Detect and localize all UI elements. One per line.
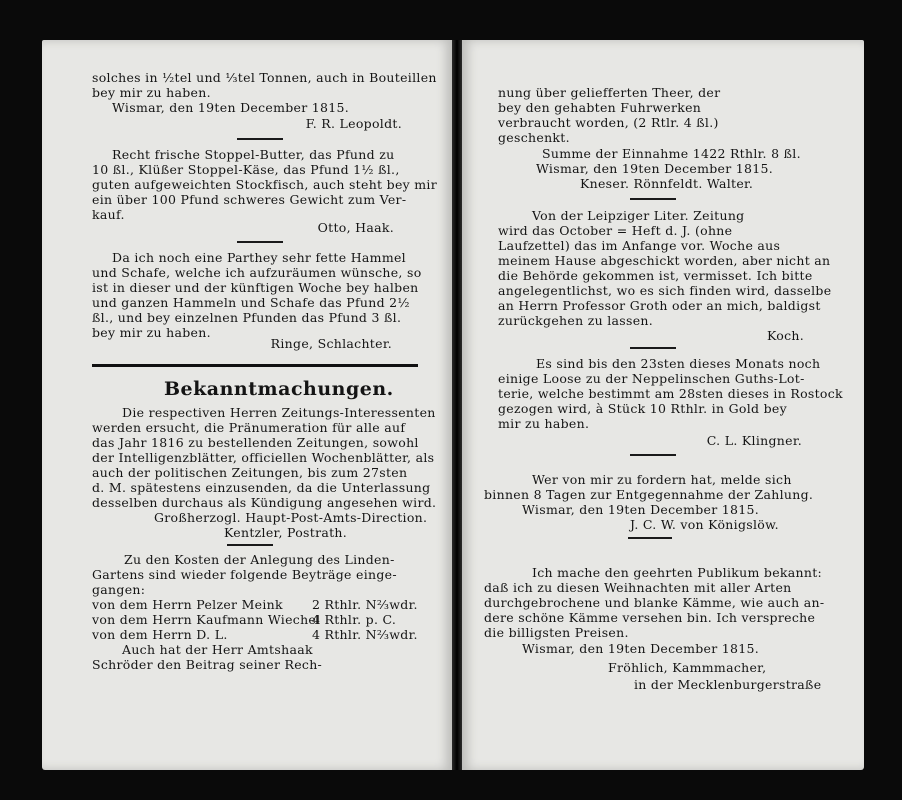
signature: F. R. Leopoldt. — [305, 116, 402, 131]
section-divider — [630, 347, 676, 349]
table-row-label: von dem Herrn D. L. — [92, 627, 228, 642]
text-line: Wismar, den 19ten December 1815. — [522, 641, 760, 656]
text-line: d. M. spätestens einzusenden, da die Unterlassung — [92, 480, 431, 495]
section-divider — [630, 454, 676, 456]
left-page — [42, 40, 452, 770]
text-line: verbraucht worden, (2 Rtlr. 4 ßl.) — [498, 115, 719, 130]
text-line: das Jahr 1816 zu bestellenden Zeitungen, sowohl — [92, 435, 419, 450]
text-line: Die respectiven Herren Zeitungs-Interessenten — [122, 405, 436, 420]
text-line: Wer von mir zu fordern hat, melde sich — [532, 472, 792, 487]
left-page-text — [42, 40, 452, 770]
signature: Koch. — [766, 328, 804, 343]
section-rule — [92, 364, 418, 367]
table-row-value: 4 Rthlr. N⅔wdr. — [312, 627, 418, 642]
signature: Kentzler, Postrath. — [224, 525, 348, 540]
text-line: Auch hat der Herr Amtshaak — [122, 642, 313, 657]
text-line: wird das October = Heft d. J. (ohne — [498, 223, 733, 238]
text-line: daß ich zu diesen Weihnachten mit aller Arten — [484, 580, 792, 595]
table-row-label: von dem Herrn Kaufmann Wiechel — [92, 612, 321, 627]
text-line: Recht frische Stoppel-Butter, das Pfund zu — [112, 147, 395, 162]
text-line: Zu den Kosten der Anlegung des Linden- — [124, 552, 395, 567]
signature: in der Mecklenburgerstraße — [634, 677, 822, 692]
signature: Otto, Haak. — [317, 220, 394, 235]
section-divider — [237, 138, 283, 140]
signature: Kneser. Rönnfeldt. Walter. — [580, 176, 754, 191]
right-page-text — [462, 40, 864, 770]
text-line: der Intelligenzblätter, officiellen Wochenblätter, als — [92, 450, 435, 465]
text-line: kauf. — [92, 207, 125, 222]
text-line: angelegentlichst, wo es sich finden wird, dasselbe — [498, 283, 832, 298]
text-line: solches in ½tel und ⅓tel Tonnen, auch in Bouteillen — [92, 70, 437, 85]
text-line: bey den gehabten Fuhrwerken — [498, 100, 702, 115]
text-line: auch der politischen Zeitungen, bis zum 27sten — [92, 465, 408, 480]
text-line: Wismar, den 19ten December 1815. — [522, 502, 760, 517]
signature: Fröhlich, Kammmacher, — [608, 660, 767, 675]
section-divider — [628, 537, 672, 539]
text-line: terie, welche bestimmt am 28sten dieses in Rostock — [498, 386, 843, 401]
text-line: die Behörde gekommen ist, vermisset. Ich bitte — [498, 268, 813, 283]
text-line: nung über geliefferten Theer, der — [498, 85, 721, 100]
text-line: desselben durchaus als Kündigung angesehen wird. — [92, 495, 437, 510]
table-row-label: von dem Herrn Pelzer Meink — [92, 597, 283, 612]
signature: Ringe, Schlachter. — [270, 336, 392, 351]
signature: Großherzogl. Haupt-Post-Amts-Direction. — [154, 510, 428, 525]
signature: C. L. Klingner. — [706, 433, 802, 448]
text-line: guten aufgeweichten Stockfisch, auch steht bey mir — [92, 177, 438, 192]
text-line: geschenkt. — [498, 130, 570, 145]
text-line: einige Loose zu der Neppelinschen Guths-Lot- — [498, 371, 805, 386]
text-line: Da ich noch eine Parthey sehr fette Hammel — [112, 250, 406, 265]
right-page — [462, 40, 864, 770]
signature: J. C. W. von Königslöw. — [630, 517, 779, 532]
text-line: bey mir zu haben. — [92, 325, 211, 340]
text-line: werden ersucht, die Pränumeration für alle auf — [92, 420, 406, 435]
text-line: Es sind bis den 23sten dieses Monats noch — [536, 356, 821, 371]
text-line: Schröder den Beitrag seiner Rech- — [92, 657, 323, 672]
text-line: binnen 8 Tagen zur Entgegennahme der Zahlung. — [484, 487, 814, 502]
text-line: bey mir zu haben. — [92, 85, 211, 100]
text-line: und ganzen Hammeln und Schafe das Pfund 2½ — [92, 295, 410, 310]
text-line: zurückgehen zu lassen. — [498, 313, 654, 328]
section-divider — [237, 241, 283, 243]
text-line: ßl., und bey einzelnen Pfunden das Pfund 3 ßl. — [92, 310, 402, 325]
table-row-value: 4 Rthlr. p. C. — [312, 612, 397, 627]
section-divider — [630, 198, 676, 200]
table-row-value: 2 Rthlr. N⅔wdr. — [312, 597, 418, 612]
text-line: Wismar, den 19ten December 1815. — [536, 161, 774, 176]
book-gutter — [452, 40, 462, 770]
text-line: dere schöne Kämme versehen bin. Ich verspreche — [484, 610, 816, 625]
text-line: Summe der Einnahme 1422 Rthlr. 8 ßl. — [542, 146, 801, 161]
text-line: mir zu haben. — [498, 416, 590, 431]
text-line: Ich mache den geehrten Publikum bekannt: — [532, 565, 823, 580]
text-line: ist in dieser und der künftigen Woche bey halben — [92, 280, 419, 295]
text-line: und Schafe, welche ich aufzuräumen wünsche, so — [92, 265, 422, 280]
text-line: an Herrn Professor Groth oder an mich, baldigst — [498, 298, 821, 313]
text-line: gezogen wird, à Stück 10 Rthlr. in Gold bey — [498, 401, 787, 416]
text-line: Wismar, den 19ten December 1815. — [112, 100, 350, 115]
text-line: durchgebrochene und blanke Kämme, wie auch an- — [484, 595, 825, 610]
text-line: meinem Hause abgeschickt worden, aber nicht an — [498, 253, 831, 268]
section-divider — [227, 544, 273, 546]
text-line: 10 ßl., Klüßer Stoppel-Käse, das Pfund 1½ ßl., — [92, 162, 400, 177]
text-line: gangen: — [92, 582, 146, 597]
text-line: ein über 100 Pfund schweres Gewicht zum Ver- — [92, 192, 407, 207]
text-line: Gartens sind wieder folgende Beyträge einge- — [92, 567, 397, 582]
text-line: Von der Leipziger Liter. Zeitung — [532, 208, 745, 223]
text-line: die billigsten Preisen. — [484, 625, 629, 640]
section-heading: Bekanntmachungen. — [164, 378, 394, 400]
text-line: Laufzettel) das im Anfange vor. Woche aus — [498, 238, 781, 253]
